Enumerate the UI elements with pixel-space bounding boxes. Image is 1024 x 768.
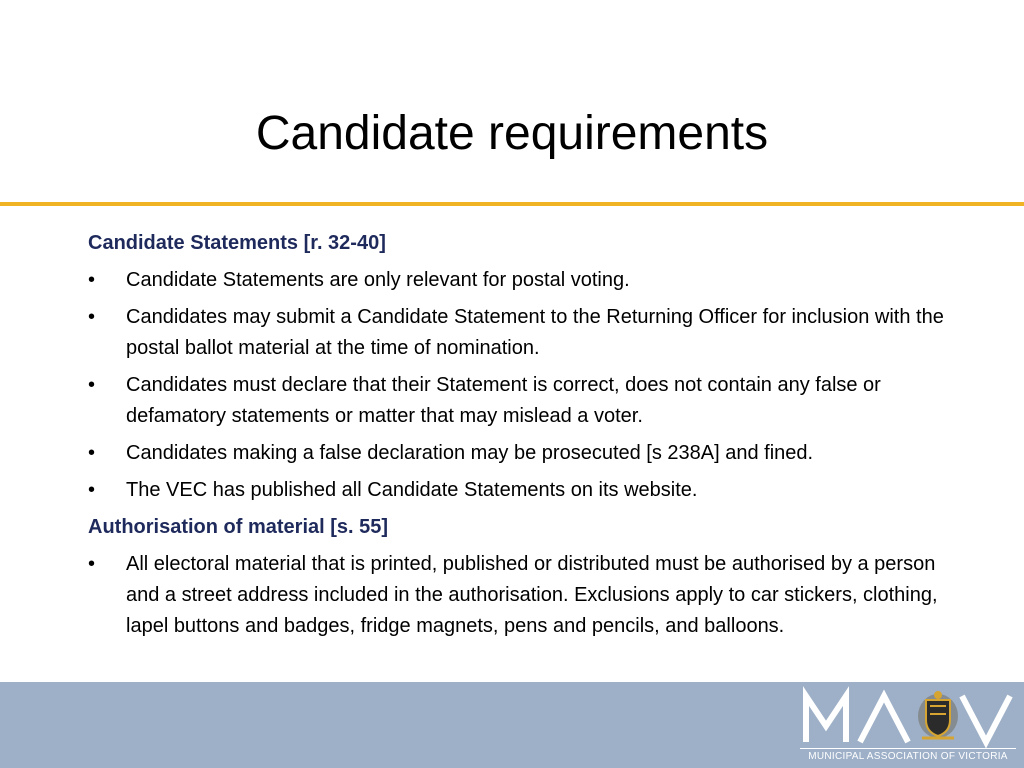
mav-logo: [800, 686, 1016, 766]
crest-icon: [918, 691, 958, 738]
slide-body: [88, 228, 948, 648]
bullet-icon: •: [88, 479, 96, 501]
title-divider: [0, 202, 1024, 206]
bullet-icon: •: [88, 374, 96, 396]
list-item-text: Candidates making a false declaration may be prosecuted [s 238A] and fined.: [126, 442, 814, 464]
list-item: [88, 302, 948, 364]
bullet-icon: •: [88, 306, 96, 328]
bullet-icon: •: [88, 442, 96, 464]
bullet-icon: •: [88, 269, 96, 291]
section-heading-statements: Candidate Statements [r. 32-40]: [88, 232, 386, 254]
slide-title: Candidate requirements: [255, 107, 769, 160]
footer-band: [0, 682, 1024, 768]
mav-logo-mark: [800, 686, 1016, 748]
list-item-text: Candidate Statements are only relevant for postal voting.: [126, 269, 630, 291]
bullet-icon: •: [88, 553, 96, 575]
list-item: [88, 438, 948, 469]
list-item: [88, 475, 948, 506]
list-item: [88, 370, 948, 432]
list-item-text: The VEC has published all Candidate Statements on its website.: [126, 479, 698, 501]
section-heading-authorisation: Authorisation of material [s. 55]: [88, 516, 389, 538]
list-item-text: Candidates must declare that their Statement is correct, does not contain any false or defamatory statements or matter that may mislead a voter.: [126, 374, 881, 427]
list-item: [88, 549, 948, 642]
list-item-text: Candidates may submit a Candidate Statement to the Returning Officer for inclusion with the postal ballot material at the time of nomination.: [126, 306, 944, 359]
logo-caption: MUNICIPAL ASSOCIATION OF VICTORIA: [800, 748, 1016, 762]
list-item: [88, 265, 948, 296]
list-item-text: All electoral material that is printed, published or distributed must be authorised by a person and a street address included in the authorisation. Exclusions apply to car stickers, clothing, lapel buttons and badges, fridge magnets, pens and pencils, and balloons.: [126, 553, 938, 637]
